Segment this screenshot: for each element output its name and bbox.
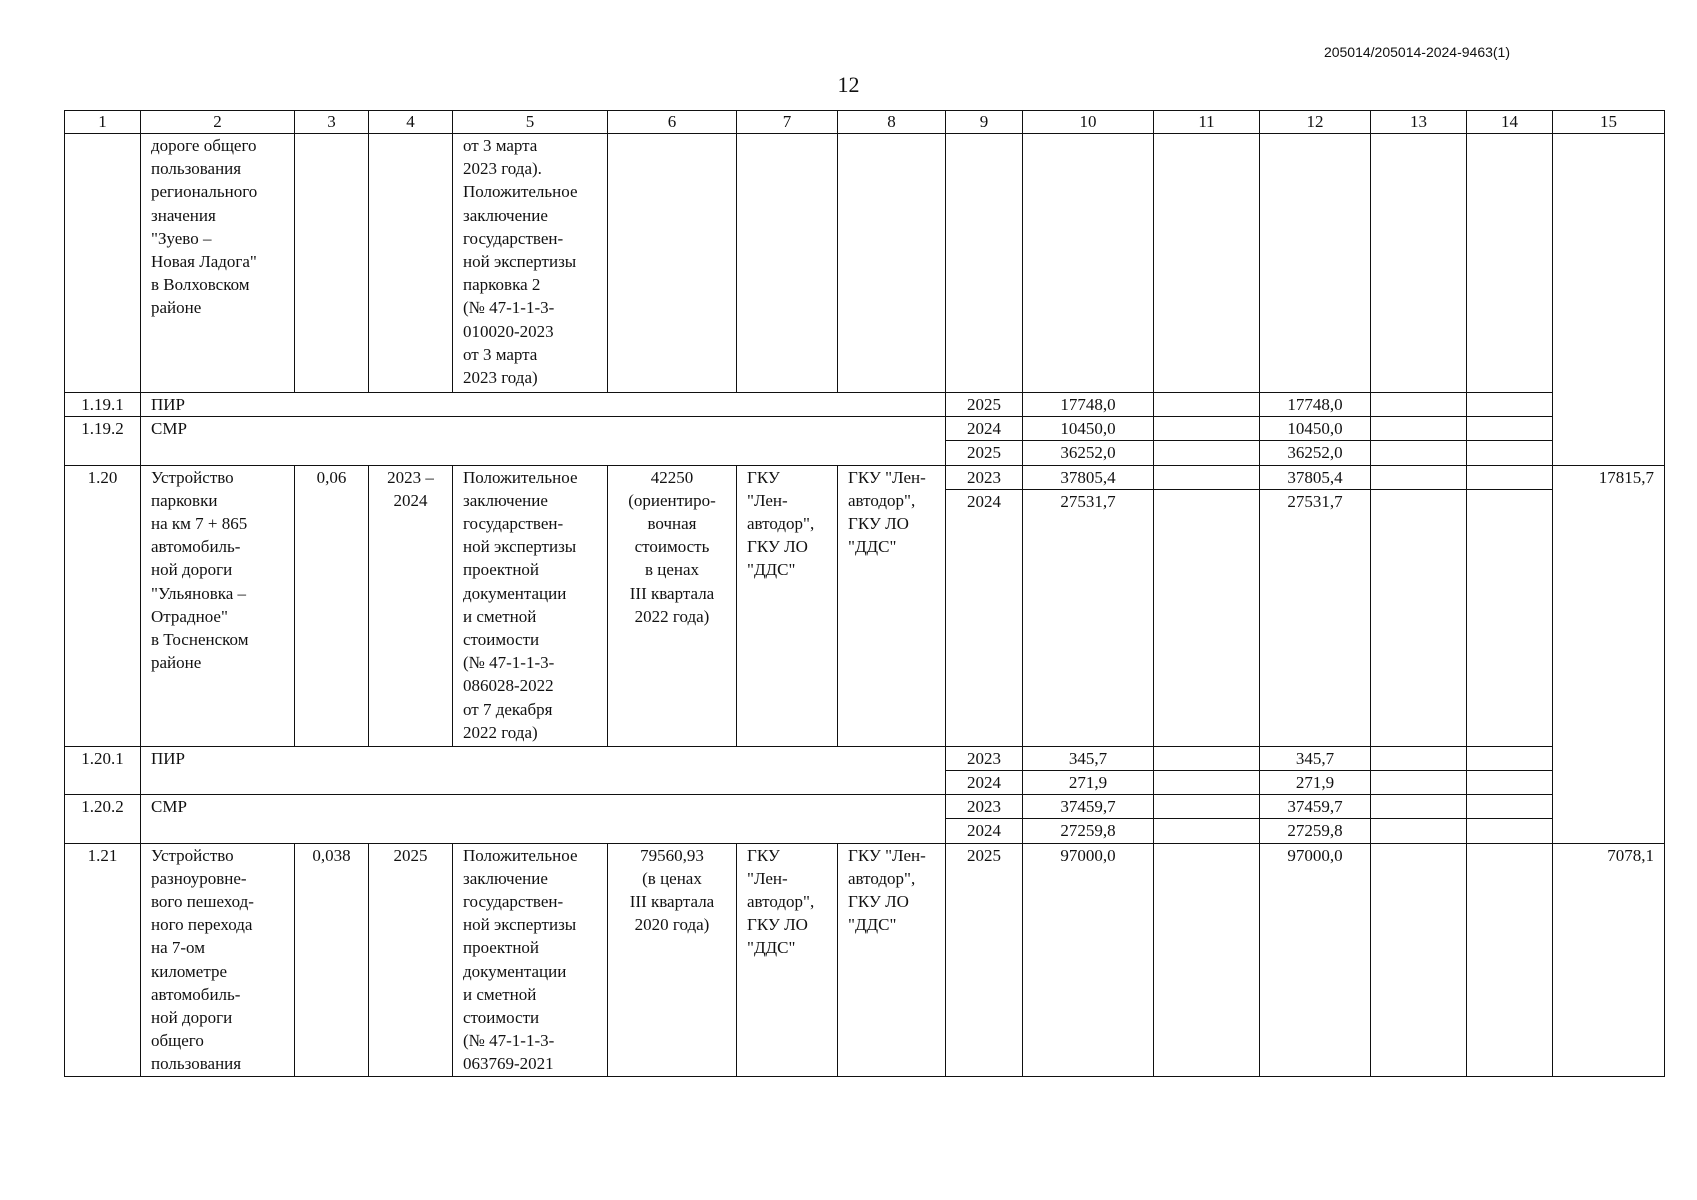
amount-cell: 36252,0 xyxy=(1023,441,1154,465)
estimated-cost: 42250 (ориентиро- вочная стоимость в ценах III квартала 2022 года) xyxy=(608,465,737,746)
column-header: 2 xyxy=(141,111,295,134)
amount-cell: 37805,4 xyxy=(1260,465,1371,489)
stage-label: ПИР xyxy=(141,746,946,794)
column-header: 3 xyxy=(295,111,369,134)
year-cell: 2025 xyxy=(946,393,1023,417)
amount-cell: 27531,7 xyxy=(1260,489,1371,746)
table-row xyxy=(65,746,1665,770)
year-cell: 2023 xyxy=(946,465,1023,489)
amount-cell: 345,7 xyxy=(1023,746,1154,770)
expertise-text: Положительное заключение государствен- ной экспертизы проектной документации и сметной стоимости (№ 47-1-1-3- 086028-2022 от 7 декабря 2022 года) xyxy=(453,465,608,746)
document-id: 205014/205014-2024-9463(1) xyxy=(1323,44,1510,60)
customer-cell: ГКУ "Лен- автодор", ГКУ ЛО "ДДС" xyxy=(737,843,838,1076)
amount-cell: 271,9 xyxy=(1260,771,1371,795)
column-number-row xyxy=(65,111,1665,134)
table-row xyxy=(65,393,1665,417)
row-number: 1.20.2 xyxy=(65,795,141,843)
table-row xyxy=(65,465,1665,489)
period-cell: 2023 – 2024 xyxy=(369,465,453,746)
column-header: 15 xyxy=(1553,111,1665,134)
table-row xyxy=(65,795,1665,819)
column-header: 1 xyxy=(65,111,141,134)
amount-cell: 271,9 xyxy=(1023,771,1154,795)
column-header: 10 xyxy=(1023,111,1154,134)
table-row xyxy=(65,417,1665,441)
amount-cell: 37459,7 xyxy=(1260,795,1371,819)
expertise-text: Положительное заключение государствен- ной экспертизы проектной документации и сметной стоимости (№ 47-1-1-3- 063769-2021 xyxy=(453,843,608,1076)
amount-cell: 17748,0 xyxy=(1023,393,1154,417)
year-cell: 2024 xyxy=(946,771,1023,795)
column-header: 9 xyxy=(946,111,1023,134)
year-cell: 2023 xyxy=(946,795,1023,819)
amount-cell: 97000,0 xyxy=(1260,843,1371,1076)
estimated-cost: 79560,93 (в ценах III квартала 2020 года) xyxy=(608,843,737,1076)
object-name: Устройство разноуровне- вого пешеход- ного перехода на 7-ом километре автомобиль- ной дороги общего пользования xyxy=(141,843,295,1076)
column-header: 8 xyxy=(838,111,946,134)
row-number: 1.19.1 xyxy=(65,393,141,417)
amount-cell: 37805,4 xyxy=(1023,465,1154,489)
column-header: 14 xyxy=(1467,111,1553,134)
amount-cell: 27531,7 xyxy=(1023,489,1154,746)
column-header: 6 xyxy=(608,111,737,134)
amount-cell: 345,7 xyxy=(1260,746,1371,770)
capacity-cell: 0,038 xyxy=(295,843,369,1076)
amount-cell: 27259,8 xyxy=(1260,819,1371,843)
object-name: дороге общего пользования регионального значения "Зуево – Новая Ладога" в Волховском районе xyxy=(141,134,295,393)
row-number: 1.20 xyxy=(65,465,141,746)
developer-cell: ГКУ "Лен- автодор", ГКУ ЛО "ДДС" xyxy=(838,465,946,746)
year-cell: 2025 xyxy=(946,441,1023,465)
amount-cell: 17815,7 xyxy=(1553,465,1665,489)
year-cell: 2024 xyxy=(946,417,1023,441)
column-header: 5 xyxy=(453,111,608,134)
customer-cell: ГКУ "Лен- автодор", ГКУ ЛО "ДДС" xyxy=(737,465,838,746)
page-number: 12 xyxy=(837,72,860,97)
year-cell: 2025 xyxy=(946,843,1023,1076)
amount-cell: 97000,0 xyxy=(1023,843,1154,1076)
stage-label: СМР xyxy=(141,795,946,843)
column-header: 13 xyxy=(1371,111,1467,134)
program-table xyxy=(64,110,1665,1077)
amount-cell: 37459,7 xyxy=(1023,795,1154,819)
amount-cell: 10450,0 xyxy=(1023,417,1154,441)
stage-label: ПИР xyxy=(141,393,946,417)
column-header: 11 xyxy=(1154,111,1260,134)
table-row xyxy=(65,134,1665,393)
column-header: 7 xyxy=(737,111,838,134)
developer-cell: ГКУ "Лен- автодор", ГКУ ЛО "ДДС" xyxy=(838,843,946,1076)
row-number: 1.20.1 xyxy=(65,746,141,794)
year-cell: 2024 xyxy=(946,819,1023,843)
object-name: Устройство парковки на км 7 + 865 автомобиль- ной дороги "Ульяновка – Отрадное" в Тосненском районе xyxy=(141,465,295,746)
amount-cell: 7078,1 xyxy=(1553,843,1665,1076)
amount-cell: 10450,0 xyxy=(1260,417,1371,441)
year-cell: 2024 xyxy=(946,489,1023,746)
row-number: 1.19.2 xyxy=(65,417,141,465)
amount-cell: 36252,0 xyxy=(1260,441,1371,465)
period-cell: 2025 xyxy=(369,843,453,1076)
stage-label: СМР xyxy=(141,417,946,465)
column-header: 4 xyxy=(369,111,453,134)
year-cell: 2023 xyxy=(946,746,1023,770)
capacity-cell: 0,06 xyxy=(295,465,369,746)
table-row xyxy=(65,843,1665,1076)
column-header: 12 xyxy=(1260,111,1371,134)
amount-cell: 27259,8 xyxy=(1023,819,1154,843)
expertise-text: от 3 марта 2023 года). Положительное заключение государствен- ной экспертизы парковка 2 (№ 47-1-1-3- 010020-2023 от 3 марта 2023 года) xyxy=(453,134,608,393)
amount-cell: 17748,0 xyxy=(1260,393,1371,417)
row-number: 1.21 xyxy=(65,843,141,1076)
